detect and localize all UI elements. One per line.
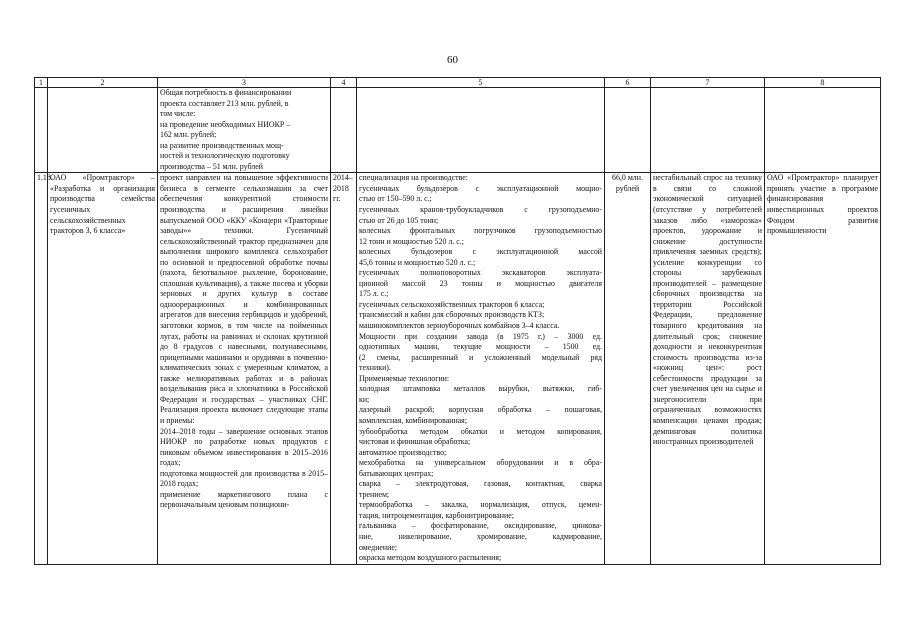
cont-cell-number [35, 88, 48, 173]
specialization-line: гальваника – фосфатирование, оксидирование, цинкова- [359, 521, 602, 531]
projects-table [34, 77, 881, 565]
specialization-line: гусеничных кранов-трубоукладчиков с грузоподъемно- [359, 205, 602, 215]
specialization-line: (2 смены, расширенный и усложненный модельный ряд [359, 352, 602, 362]
row-number: 1.18. [35, 173, 48, 564]
header-cell-5: 5 [357, 78, 605, 88]
header-row [35, 78, 881, 88]
description-cell [158, 173, 331, 564]
page-number: 60 [447, 54, 458, 66]
description-text: проект направлен на повышение эффективности бизнеса в сегменте сельхозмашин за счет обеспечения конкурентной стоимости производства и расширения линейки выпускаемой ООО «ККУ «Концерн «Тракторные заводы»» техники. Гусеничный сельскохозяйственный трактор предназначен для выполнения широкого комплекса сельхозработ по основной и предпосевной обработке почвы (пахота, безотвальное рыхление, боронование, сплошная культивация), а также посева и уборки зерновых и других культур в составе одноорерационных и комбинированных агрегатов для внесения гербицидов и удобрений, заготовки кормов, в том числе на пойменных лугах, работы на равнинах и склонах крутизной до 8 градусов с навесными, полунавесными, прицепными машинами и орудиями в почвенно-климатических зонах с умеренным климатом, а также мелиоративных работах и в районах возделывания риса и хлопчатника в Российской Федерации и государствах – участниках СНГ. Реализация проекта включает следующие этапы и приемы: [160, 173, 328, 425]
measures-cell: ОАО «Промтрактор» планирует принять участие в программе финансирования инвестиционных проектов Фондом развития промышленности [765, 173, 881, 564]
specialization-line: 12 тонн и мощностью 520 л. с.; [359, 236, 464, 246]
header-cell-8: 8 [765, 78, 881, 88]
amount-cell: 66,0 млн. рублей [605, 173, 651, 564]
years-cell: 2014–2018 гг. [331, 173, 357, 564]
stage-item: применение маркетингового плана с первоначальным ценовым позициони- [160, 489, 328, 510]
header-cell-4: 4 [331, 78, 357, 88]
risks-cell: нестабильный спрос на технику в связи со сложной экономической ситуацией (отсутствие у потребителей заказов либо «заморозка» проектов, удорожание и снижение доступности привлечения заемных средств); усиление конкуренции со стороны зарубежных производителей – размещение сборочных производства на территории Российской Федерации, предложение товарного кредитования на длительный срок; снижение доходности и неконкурентная стоимость производства из-за «ножниц цен»: рост себестоимости продукции за счет увеличения цен на сырье и энергоносители при ограниченных возможностях компенсации ценами продаж; демпинговая политика иностранных производителей [651, 173, 765, 564]
specialization-line: батывающих центрах; [359, 468, 434, 478]
specialization-line: автоматное производство; [359, 447, 447, 457]
specialization-line: тация, нитроцементация, карбонитрирование; [359, 510, 514, 520]
specialization-line: гусеничных бульдозеров с эксплуатационной мощно- [359, 183, 602, 193]
header-cell-6: 6 [605, 78, 651, 88]
specialization-line: ционной массой 23 тонны и мощностью двигателя [359, 278, 602, 288]
specialization-line: Применяемые технологии: [359, 373, 450, 383]
project-row-1-18 [35, 173, 881, 564]
specialization-line: колесных бульдозеров с эксплуатационной массой [359, 247, 602, 257]
specialization-line: мехобработка на универсальном оборудовании и в обра- [359, 458, 602, 468]
specialization-line: 175 л. с.; [359, 289, 389, 299]
specialization-line: Мощности при создании завода (в 1975 г.) – 3000 ед. [359, 331, 602, 341]
specialization-line: однотипных машин, текущие мощности – 1500 ед. [359, 342, 602, 352]
stage-item: 2014–2018 годы – завершение основных этапов НИОКР по разработке новых продуктов с пиковым объемом инвестирования в 2015–2016 годах; [160, 426, 328, 468]
specialization-line: трением; [359, 489, 390, 499]
specialization-line: омеднение; [359, 542, 398, 552]
specialization-line: сварка – электродуговая, газовая, контактная, сварка [359, 479, 602, 489]
stage-item: подготовка мощностей для производства в 2015–2018 годах; [160, 468, 328, 489]
specialization-line: чистовая и финишная обработка; [359, 437, 471, 447]
specialization-line: машинокомплектов зерноуборочных комбайнов 3–4 класса. [359, 321, 560, 331]
organization-cell: ОАО «Промтрактор» – «Разработка и организация производства семейства гусеничных сельскохозяйственных тракторов 3, 6 класса» [48, 173, 158, 564]
cont-cell-description: Общая потребность в финансировании проекта составляет 213 млн. рублей, в том числе: на проведение необходимых НИОКР – 162 млн. рублей; на развитие производственных мощ- ностей и технологическую подготовку производства – 51 млн. рублей [158, 88, 331, 173]
specialization-line: ние, никелирование, хромирование, кадмирование, [359, 531, 602, 541]
specialization-line: техники). [359, 363, 391, 373]
cont-cell-risks [651, 88, 765, 173]
cont-cell-specialization [357, 88, 605, 173]
header-cell-3: 3 [158, 78, 331, 88]
cont-cell-years [331, 88, 357, 173]
specialization-line: стью от 26 до 105 тонн; [359, 215, 439, 225]
specialization-lines [359, 173, 602, 563]
specialization-line: холодная штамповка металлов вырубки, вытяжки, гиб- [359, 384, 602, 394]
header-cell-7: 7 [651, 78, 765, 88]
header-cell-1: 1 [35, 78, 48, 88]
specialization-line: лазерный раскрой; корпусная обработка – пошаговая, [359, 405, 602, 415]
specialization-line: окраска методом воздушного распыления; [359, 553, 502, 563]
specialization-line: зубообработка методом обкатки и методом копирования, [359, 426, 602, 436]
specialization-line: стью от 150–590 л. с.; [359, 194, 432, 204]
specialization-line: трансмиссий и кабин для сборочных производств КТЗ; [359, 310, 545, 320]
cont-cell-amount [605, 88, 651, 173]
specialization-line: гусеничных полноповоротных экскаваторов эксплуата- [359, 268, 602, 278]
specialization-line: гусеничных сельскохозяйственных тракторов 6 класса; [359, 299, 545, 309]
specialization-line: ки; [359, 394, 370, 404]
specialization-line: 45,6 тонны и мощностью 520 л. с.; [359, 257, 476, 267]
cont-cell-org [48, 88, 158, 173]
specialization-cell [357, 173, 605, 564]
continuation-row [35, 88, 881, 173]
cont-cell-measures [765, 88, 881, 173]
specialization-line: колесных фронтальных погрузчиков грузоподъемностью [359, 226, 602, 236]
specialization-line: специализация на производстве: [359, 173, 468, 183]
specialization-line: комплексная, комбинированная; [359, 415, 468, 425]
specialization-line: термообработка – закалка, нормализация, отпуск, цемен- [359, 500, 602, 510]
header-cell-2: 2 [48, 78, 158, 88]
